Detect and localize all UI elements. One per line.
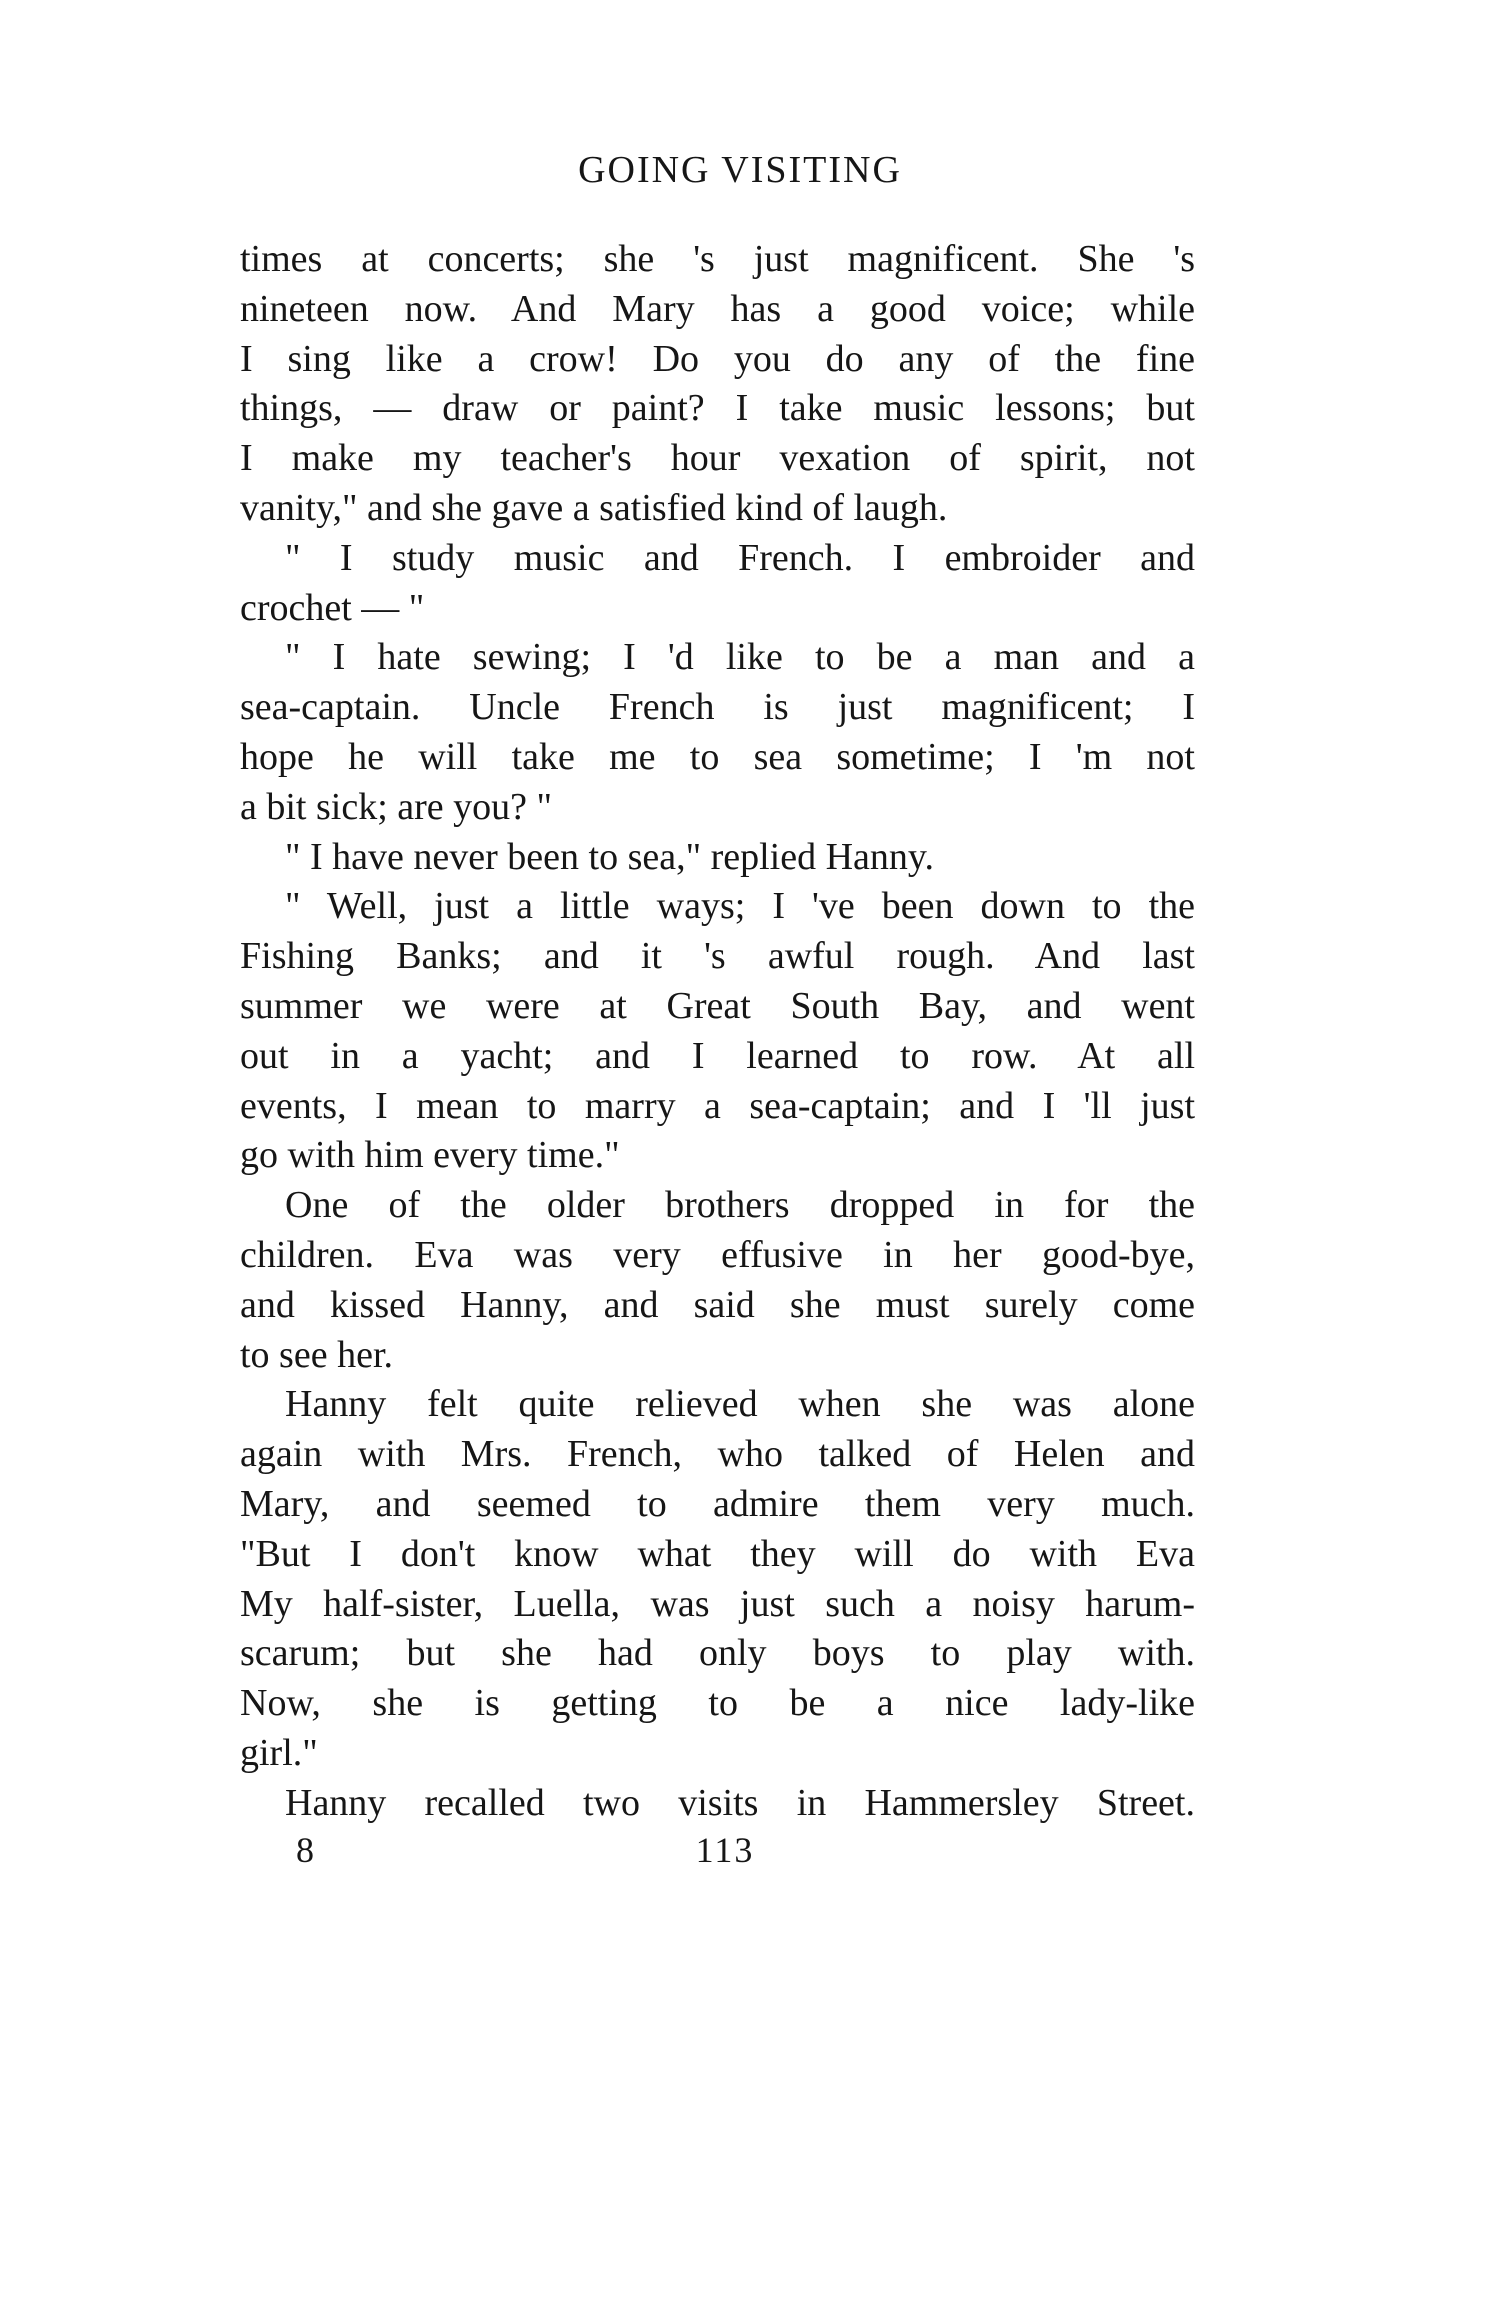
page-number: 113 bbox=[695, 1830, 755, 1870]
signature-mark: 8 bbox=[296, 1830, 314, 1870]
text-line: crochet — " bbox=[240, 586, 425, 629]
text-line: sea-captain. Uncle French is just magnificent; I bbox=[240, 686, 1195, 729]
text-line: Now, she is getting to be a nice lady-like bbox=[240, 1682, 1195, 1725]
text-line: again with Mrs. French, who talked of Helen and bbox=[240, 1433, 1195, 1476]
body-text bbox=[240, 235, 1195, 1829]
text-line: Mary, and seemed to admire them very much. bbox=[240, 1482, 1195, 1525]
text-line: " I study music and French. I embroider and bbox=[285, 536, 1195, 579]
text-line: children. Eva was very effusive in her good-bye, bbox=[240, 1233, 1195, 1276]
text-line: go with him every time." bbox=[240, 1134, 620, 1177]
text-line: vanity," and she gave a satisfied kind of laugh. bbox=[240, 486, 948, 529]
text-line: " I have never been to sea," replied Hanny. bbox=[285, 835, 934, 878]
text-line: I sing like a crow! Do you do any of the fine bbox=[240, 337, 1195, 380]
text-line: Hanny felt quite relieved when she was alone bbox=[285, 1383, 1195, 1426]
text-line: Fishing Banks; and it 's awful rough. And last bbox=[240, 935, 1195, 978]
text-line: I make my teacher's hour vexation of spirit, not bbox=[240, 437, 1195, 480]
text-line: events, I mean to marry a sea-captain; and I 'll just bbox=[240, 1084, 1195, 1127]
text-line: " I hate sewing; I 'd like to be a man and a bbox=[285, 636, 1195, 679]
text-line: scarum; but she had only boys to play with. bbox=[240, 1632, 1195, 1675]
text-line: One of the older brothers dropped in for the bbox=[285, 1184, 1195, 1227]
text-line: "But I don't know what they will do with Eva bbox=[240, 1532, 1195, 1575]
text-line: My half-sister, Luella, was just such a noisy harum- bbox=[240, 1582, 1195, 1625]
text-line: nineteen now. And Mary has a good voice; while bbox=[240, 287, 1195, 330]
running-head: GOING VISITING bbox=[578, 149, 902, 191]
text-line: to see her. bbox=[240, 1333, 394, 1376]
text-line: times at concerts; she 's just magnificent. She 's bbox=[240, 238, 1195, 280]
text-line: things, — draw or paint? I take music lessons; but bbox=[240, 387, 1195, 430]
text-line: summer we were at Great South Bay, and went bbox=[240, 984, 1195, 1027]
text-line: out in a yacht; and I learned to row. At all bbox=[240, 1034, 1195, 1077]
text-line: " Well, just a little ways; I 've been down to the bbox=[285, 885, 1195, 928]
text-line: Hanny recalled two visits in Hammersley Street. bbox=[285, 1781, 1195, 1824]
text-line: a bit sick; are you? " bbox=[240, 785, 553, 828]
text-line: hope he will take me to sea sometime; I 'm not bbox=[240, 735, 1195, 778]
text-line: and kissed Hanny, and said she must surely come bbox=[240, 1283, 1195, 1326]
text-line: girl." bbox=[240, 1731, 318, 1774]
